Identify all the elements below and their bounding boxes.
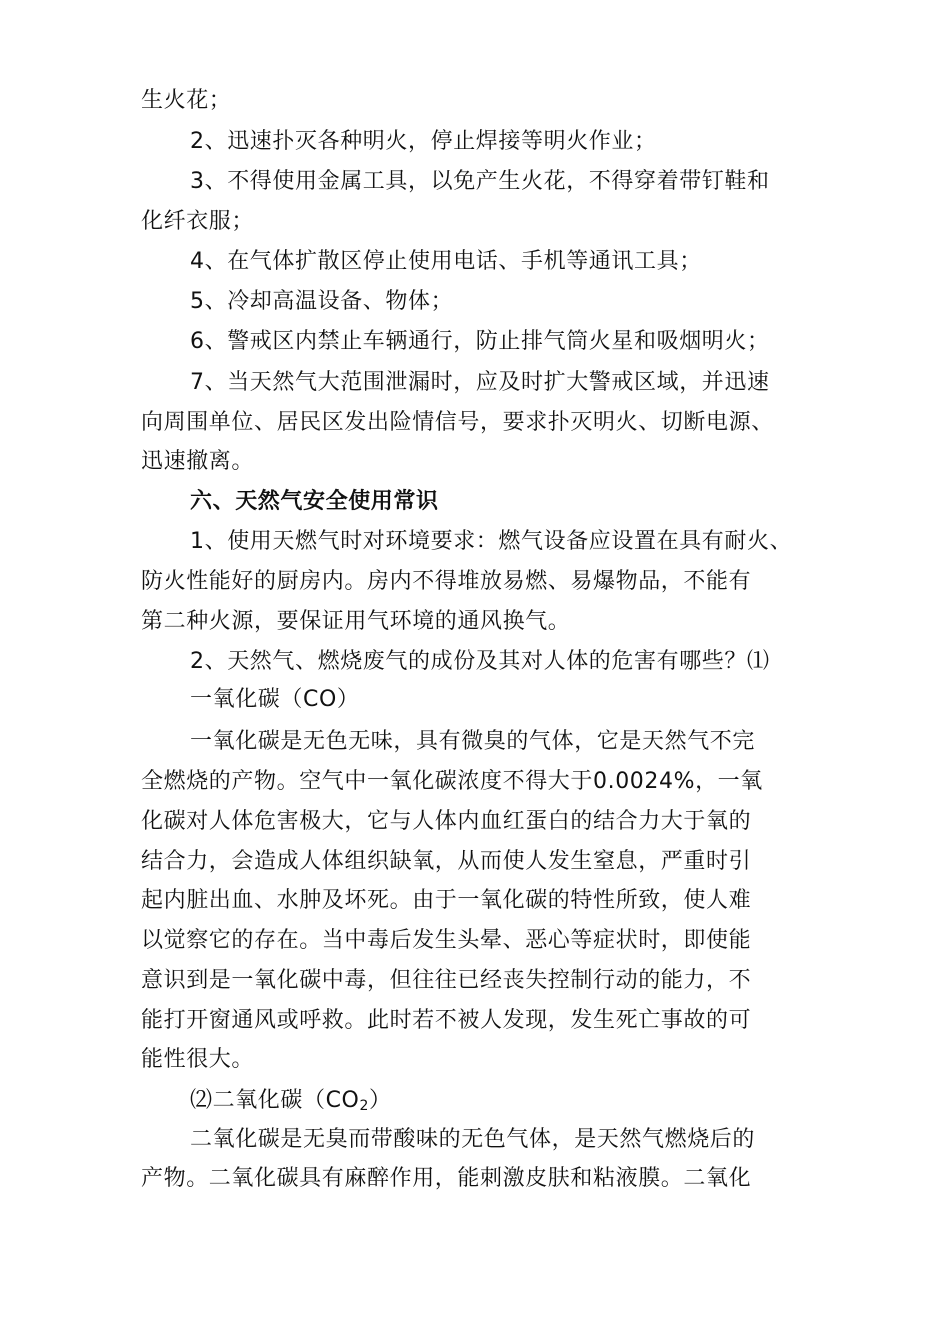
text-line: 意识到是一氧化碳中毒，但往往已经丧失控制行动的能力，不 xyxy=(141,968,752,993)
text-line: 生火花； xyxy=(141,88,232,113)
text-line: 全燃烧的产物。空气中一氧化碳浓度不得大于0.0024%，一氧 xyxy=(141,769,763,794)
text-line: 7、当天然气大范围泄漏时，应及时扩大警戒区域，并迅速 xyxy=(190,370,770,395)
text-line: 起内脏出血、水肿及坏死。由于一氧化碳的特性所致，使人难 xyxy=(141,888,752,913)
text-line: 向周围单位、居民区发出险情信号，要求扑灭明火、切断电源、 xyxy=(141,410,774,435)
text-line: 2、天然气、燃烧废气的成份及其对人体的危害有哪些？⑴ xyxy=(190,649,770,674)
subheading-co: 一氧化碳（CO） xyxy=(190,687,360,712)
text-line: 2、迅速扑灭各种明火，停止焊接等明火作业； xyxy=(190,129,657,154)
subheading-co2-text: ⑵二氧化碳（CO xyxy=(190,1088,360,1113)
text-line: 能打开窗通风或呼救。此时若不被人发现，发生死亡事故的可 xyxy=(141,1008,752,1033)
co2-close-paren: ） xyxy=(369,1088,392,1113)
text-line: 防火性能好的厨房内。房内不得堆放易燃、易爆物品，不能有 xyxy=(141,569,752,594)
text-line: 1、使用天燃气时对环境要求：燃气设备应设置在具有耐火、 xyxy=(190,529,793,554)
co2-subscript: 2 xyxy=(359,1098,369,1114)
section-heading: 六、天然气安全使用常识 xyxy=(190,489,439,514)
text-line: 一氧化碳是无色无味，具有微臭的气体，它是天然气不完 xyxy=(190,729,756,754)
text-line: 6、警戒区内禁止车辆通行，防止排气筒火星和吸烟明火； xyxy=(190,329,770,354)
text-line: 迅速撤离。 xyxy=(141,449,255,474)
text-line: 5、冷却高温设备、物体； xyxy=(190,289,454,314)
text-line: 二氧化碳是无臭而带酸味的无色气体，是天然气燃烧后的 xyxy=(190,1127,756,1152)
text-line: 3、不得使用金属工具，以免产生火花，不得穿着带钉鞋和 xyxy=(190,169,770,194)
text-line: 产物。二氧化碳具有麻醉作用，能刺激皮肤和粘液膜。二氧化 xyxy=(141,1166,752,1191)
text-line: 能性很大。 xyxy=(141,1047,255,1072)
subheading-co2 xyxy=(190,1086,392,1121)
text-line: 4、在气体扩散区停止使用电话、手机等通讯工具； xyxy=(190,249,702,274)
text-line: 以觉察它的存在。当中毒后发生头晕、恶心等症状时，即使能 xyxy=(141,928,752,953)
text-line: 结合力，会造成人体组织缺氧，从而使人发生窒息，严重时引 xyxy=(141,849,752,874)
text-line: 第二种火源，要保证用气环境的通风换气。 xyxy=(141,609,571,634)
text-line: 化碳对人体危害极大，它与人体内血红蛋白的结合力大于氧的 xyxy=(141,809,752,834)
text-line: 化纤衣服； xyxy=(141,209,255,234)
